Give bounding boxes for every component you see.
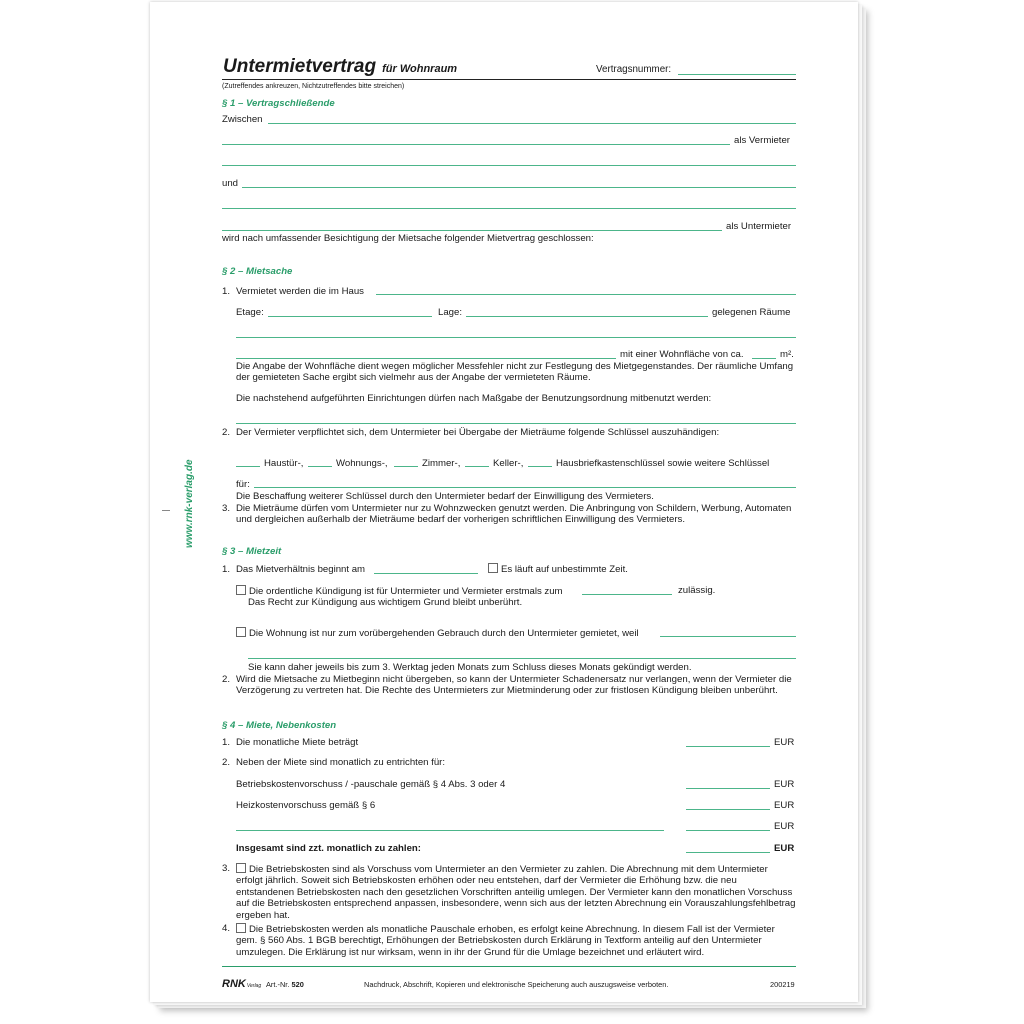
landlord-extra-field[interactable] xyxy=(222,165,796,166)
fuer-label: für: xyxy=(236,479,250,490)
als-vermieter-label: als Vermieter xyxy=(734,135,790,146)
rooms-field[interactable] xyxy=(236,337,796,338)
key-count-keller[interactable] xyxy=(465,466,489,467)
s2-item-1-text: Vermietet werden die im Haus xyxy=(236,286,364,297)
publisher-logo xyxy=(222,978,261,990)
article-label: Art.-Nr. xyxy=(266,980,290,989)
area-field[interactable] xyxy=(752,358,776,359)
rooms-field-2[interactable] xyxy=(236,358,616,359)
key-count-briefkasten[interactable] xyxy=(528,466,552,467)
title-main: Untermietvertrag xyxy=(223,56,377,77)
zwischen-label: Zwischen xyxy=(222,114,263,125)
s4-item-2-number: 2. xyxy=(222,757,231,768)
operating-eur-label: EUR xyxy=(774,779,795,790)
total-field[interactable] xyxy=(686,852,770,853)
contract-number-field[interactable] xyxy=(678,74,796,75)
kuendigung-option[interactable] xyxy=(236,585,563,597)
publisher-url: www.rnk-verlag.de xyxy=(184,459,195,548)
werktag-text: Sie kann daher jeweils bis zum 3. Werktag jeden Monats zum Schluss dieses Monats gekündigt werden. xyxy=(248,662,692,673)
other-eur-label: EUR xyxy=(774,821,795,832)
s3-item-2-number: 2. xyxy=(222,674,231,685)
kuendigung-label: Die ordentliche Kündigung ist für Untermieter und Vermieter erstmals zum xyxy=(249,586,563,597)
key-count-wohnung[interactable] xyxy=(308,466,332,467)
s4-item-1-text: Die monatliche Miete beträgt xyxy=(236,737,359,748)
unbestimmt-option[interactable] xyxy=(488,563,628,575)
tenant-name-field[interactable] xyxy=(242,187,796,188)
fold-mark xyxy=(162,510,170,511)
unbestimmt-checkbox[interactable] xyxy=(488,563,498,573)
key-haustuer: Haustür-, xyxy=(264,458,304,469)
operating-costs-field[interactable] xyxy=(686,788,770,789)
s4-item-4-text: Die Betriebskosten werden als monatliche Pauschale erhoben, es erfolgt keine Abrechnung. In diesem Fall ist der Vermieter gem. § 560 Abs. 1 BGB berechtigt, Erhöhungen der Betriebskosten durch Erklärung in Textform anteilig auf den Untermieter umzulegen. Die Erklärung ist nur wirksam, wenn in ihr der Grund für die Umlage bezeichnet und erläutert wird. xyxy=(236,924,775,958)
publisher-verlag: Verlag xyxy=(246,983,262,989)
tenant-extra-field[interactable] xyxy=(222,230,722,231)
vorschuss-checkbox[interactable] xyxy=(236,863,246,873)
total-label: Insgesamt sind zzt. monatlich zu zahlen: xyxy=(236,843,421,854)
wichtiger-grund-text: Das Recht zur Kündigung aus wichtigem Grund bleibt unberührt. xyxy=(248,597,523,608)
title-sub: für Wohnraum xyxy=(382,63,458,75)
operating-costs-label: Betriebskostenvorschuss / -pauschale gemäß § 4 Abs. 3 oder 4 xyxy=(236,779,506,790)
unbestimmt-label: Es läuft auf unbestimmte Zeit. xyxy=(501,564,628,575)
als-untermieter-label: als Untermieter xyxy=(726,221,792,232)
reason-field[interactable] xyxy=(660,636,796,637)
heating-costs-field[interactable] xyxy=(686,809,770,810)
house-field[interactable] xyxy=(376,294,796,295)
lage-label: Lage: xyxy=(438,307,463,318)
wohnflaeche-label: mit einer Wohnfläche von ca. xyxy=(620,349,744,360)
etage-field[interactable] xyxy=(268,316,432,317)
raeume-label: gelegenen Räume xyxy=(712,307,791,318)
s2-item-1-number: 1. xyxy=(222,286,231,297)
s4-item-4-number: 4. xyxy=(222,923,231,934)
key-count-haustuer[interactable] xyxy=(236,466,260,467)
landlord-address-field[interactable] xyxy=(222,144,730,145)
s4-item-3-option[interactable] xyxy=(236,863,796,921)
footer-rule xyxy=(222,966,796,967)
section-1-closing: wird nach umfassender Besichtigung der Mietsache folgender Mietvertrag geschlossen: xyxy=(222,233,594,244)
total-eur-label: EUR xyxy=(774,843,795,854)
facilities-text: Die nachstehend aufgeführten Einrichtungen dürfen nach Maßgabe der Benutzungsordnung mitbenutzt werden: xyxy=(236,393,712,404)
rent-amount-field[interactable] xyxy=(686,746,770,747)
reason-field-2[interactable] xyxy=(248,658,796,659)
zulaessig-label: zulässig. xyxy=(678,585,716,596)
s2-item-2-text: Der Vermieter verpflichtet sich, dem Untermieter bei Übergabe der Mieträume folgende Schlüssel auszuhändigen: xyxy=(236,427,720,438)
article-number xyxy=(266,980,304,989)
etage-label: Etage: xyxy=(236,307,264,318)
s4-item-3-text: Die Betriebskosten sind als Vorschuss vom Untermieter an den Vermieter zu zahlen. Die Abrechnung mit dem Untermieter erfolgt jährlich. Soweit sich Betriebskosten erhöhen oder neu entstehen, darf der Vermieter die Erhöhung bzw. die neu entstandenen Betriebskosten nach den gesetzlichen Vorschriften anteilig umlegen. Der Vermieter kann den monatlichen Vorschuss auf die Betriebskosten entsprechend anpassen, insbesondere, wenn sich aus der letzten Abrechnung ein Vorauszahlungsfehlbetrag ergeben hat. xyxy=(236,864,796,921)
s4-item-4-option[interactable] xyxy=(236,923,796,958)
s2-item-3-text: Die Mieträume dürfen vom Untermieter nur zu Wohnzwecken genutzt werden. Die Anbringung von Schildern, Werbung, Automaten und dergleichen außerhalb der Mieträume bedarf der vorherigen schriftlichen Einwilligung des Vermieters. xyxy=(236,503,792,526)
copyright-notice: Nachdruck, Abschrift, Kopieren und elektronische Speicherung auch auszugsweise verboten. xyxy=(364,980,669,989)
key-keller: Keller-, xyxy=(493,458,524,469)
voruebergehend-label: Die Wohnung ist nur zum vorübergehenden Gebrauch durch den Untermieter gemietet, weil xyxy=(249,628,639,639)
section-2-heading: § 2 – Mietsache xyxy=(222,266,293,277)
voruebergehend-option[interactable] xyxy=(236,627,639,639)
article-value: 520 xyxy=(291,980,304,989)
und-label: und xyxy=(222,178,239,189)
section-4-heading: § 4 – Miete, Nebenkosten xyxy=(222,720,337,731)
voruebergehend-checkbox[interactable] xyxy=(236,627,246,637)
s3-item-1-text: Das Mietverhältnis beginnt am xyxy=(236,564,366,575)
heating-costs-label: Heizkostenvorschuss gemäß § 6 xyxy=(236,800,376,811)
key-zimmer: Zimmer-, xyxy=(422,458,461,469)
pauschale-checkbox[interactable] xyxy=(236,923,246,933)
contract-number-label: Vertragsnummer: xyxy=(596,64,672,75)
kuendigung-checkbox[interactable] xyxy=(236,585,246,595)
s3-item-2-text: Wird die Mietsache zu Mietbeginn nicht übergeben, so kann der Untermieter Schadenersatz nur verlangen, wenn der Vermieter die Verzögerung zu vertreten hat. Die Rechte des Untermieters zur Mietminderung oder zur fristlosen Kündigung bleiben unberührt. xyxy=(236,674,792,697)
s4-item-3-number: 3. xyxy=(222,863,231,874)
instruction-note: (Zutreffendes ankreuzen, Nichtzutreffendes bitte streichen) xyxy=(222,83,405,90)
form-code: 200219 xyxy=(770,980,795,989)
landlord-name-field[interactable] xyxy=(268,123,796,124)
heating-eur-label: EUR xyxy=(774,800,795,811)
keys-purpose-field[interactable] xyxy=(254,487,796,488)
s2-item-2-number: 2. xyxy=(222,427,231,438)
tenant-address-field[interactable] xyxy=(222,208,796,209)
start-date-field[interactable] xyxy=(374,573,478,574)
key-wohnung: Wohnungs-, xyxy=(336,458,388,469)
key-count-zimmer[interactable] xyxy=(394,466,418,467)
key-procurement-text: Die Beschaffung weiterer Schlüssel durch den Untermieter bedarf der Einwilligung des Vermieters. xyxy=(236,491,654,502)
section-3-heading: § 3 – Mietzeit xyxy=(222,546,282,557)
rent-eur-label: EUR xyxy=(774,737,795,748)
section-1-heading: § 1 – Vertragschließende xyxy=(222,98,335,109)
s4-item-1-number: 1. xyxy=(222,737,231,748)
facilities-field[interactable] xyxy=(236,423,796,424)
publisher-brand: RNK xyxy=(222,978,246,990)
s4-item-2-text: Neben der Miete sind monatlich zu entrichten für: xyxy=(236,757,446,768)
s2-item-3-number: 3. xyxy=(222,503,231,514)
document-title xyxy=(223,56,457,78)
s3-item-1-number: 1. xyxy=(222,564,231,575)
other-costs-field[interactable] xyxy=(686,830,770,831)
other-costs-label-field[interactable] xyxy=(236,830,664,831)
lage-field[interactable] xyxy=(466,316,708,317)
area-disclaimer: Die Angabe der Wohnfläche dient wegen möglicher Messfehler nicht zur Festlegung des Mietgegenstandes. Der räumliche Umfang der gemieteten Sache ergibt sich vielmehr aus der Angabe der vermieteten Räume. xyxy=(236,361,794,384)
kuendigung-date-field[interactable] xyxy=(582,594,672,595)
key-briefkasten: Hausbriefkastenschlüssel sowie weitere Schlüssel xyxy=(556,458,770,469)
title-rule xyxy=(222,79,796,80)
m2-label: m². xyxy=(780,349,794,360)
